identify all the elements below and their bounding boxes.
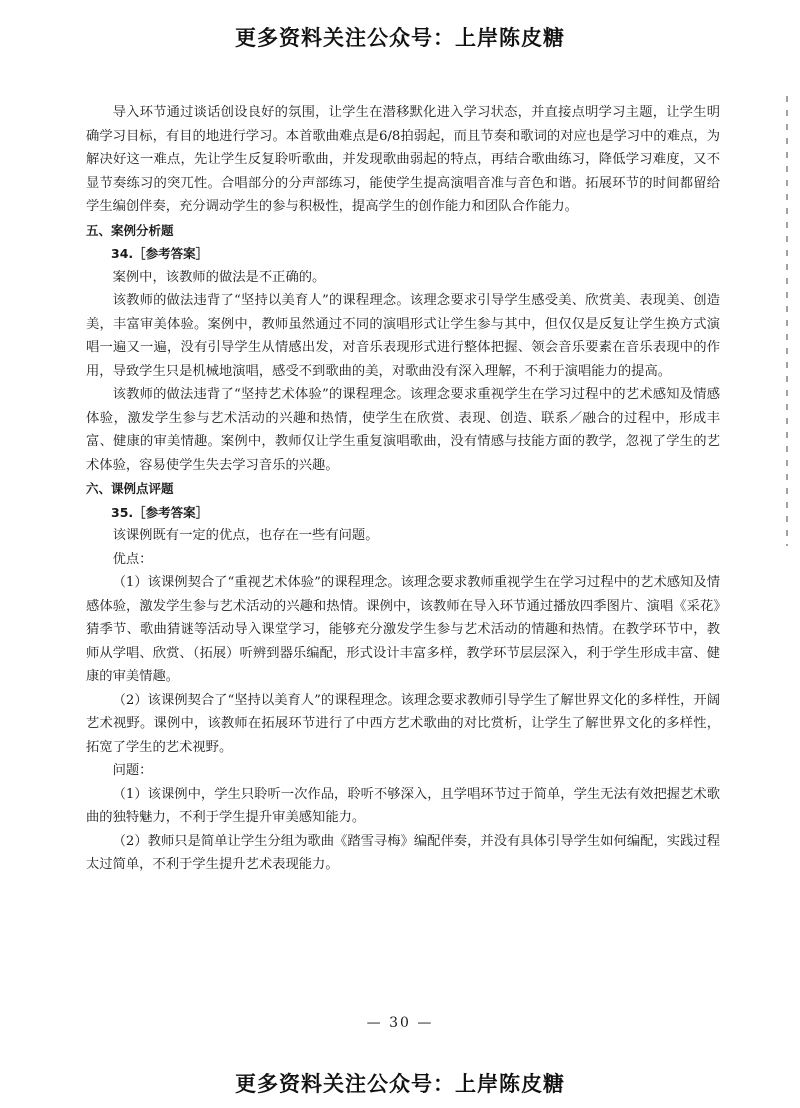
answer-34-line: 案例中，该教师的做法是不正确的。 [112, 269, 326, 285]
problems-label: 问题： [112, 763, 153, 778]
section-heading-case-analysis: 五、案例分析题 [86, 222, 174, 238]
answer-34-paragraph: 该教师的做法违背了“坚持以美育人”的课程理念。该理念要求引导学生感受美、欣赏美、表现美、创造美，丰富审美体验。案例中，教师虽然通过不同的演唱形式让学生参与其中，但仅仅是反复让学生换方式演唱一遍又一遍，没有引导学生从情感出发，对音乐表现形式进行整体把握、领会音乐要素在音乐表现中的作用，导致学生只是机械地演唱，感受不到歌曲的美，对歌曲没有深入理解，不利于演唱能力的提高。 [86, 293, 720, 379]
page-number: — 30 — [366, 1015, 434, 1031]
problem-item: （1）该课例中，学生只聆听一次作品，聆听不够深入，且学唱环节过于简单，学生无法有效把握艺术歌曲的独特魅力，不利于学生提升审美感知能力。 [86, 786, 720, 825]
strength-item: （1）该课例契合了“重视艺术体验”的课程理念。该理念要求教师重视学生在学习过程中的艺术感知及情感体验，激发学生参与艺术活动的兴趣和热情。课例中，该教师在导入环节通过播放四季图片、演唱《采花》猜季节、歌曲猜谜等活动导入课堂学习，能够充分激发学生参与艺术活动的情趣和热情。在教学环节中，教师从学唱、欣赏、（拓展）听辨到器乐编配，形式设计丰富多样，教学环节层层深入，利于学生形成丰富、健康的审美情趣。 [86, 575, 720, 684]
intro-paragraph: 导入环节通过谈话创设良好的氛围，让学生在潜移默化进入学习状态，并直接点明学习主题，让学生明确学习目标，有目的地进行学习。本首歌曲难点是6/8拍弱起，而且节奏和歌词的对应也是学习中的难点，为解决好这一难点，先让学生反复聆听歌曲，并发现歌曲弱起的特点，再结合歌曲练习，降低学习难度，又不显节奏练习的突兀性。合唱部分的分声部练习，能使学生提高演唱音准与音色和谐。拓展环节的时间都留给学生编创伴奏，充分调动学生的参与积极性，提高学生的创作能力和团队合作能力。 [86, 105, 720, 214]
scan-edge-mark [786, 96, 788, 546]
question-35-label: 35.［参考答案］ [111, 504, 209, 520]
section-heading-lesson-review: 六、课例点评题 [86, 481, 174, 496]
strength-item: （2）该课例契合了“坚持以美育人”的课程理念。该理念要求教师引导学生了解世界文化的多样性，开阔艺术视野。课例中，该教师在拓展环节进行了中西方艺术歌曲的对比赏析，让学生了解世界文化的多样性，拓宽了学生的艺术视野。 [86, 692, 720, 755]
problem-item: （2）教师只是简单让学生分组为歌曲《踏雪寻梅》编配伴奏，并没有具体引导学生如何编配，实践过程太过简单，不利于学生提升艺术表现能力。 [86, 833, 720, 872]
header-banner: 更多资料关注公众号：上岸陈皮糖 [235, 26, 565, 50]
strengths-label: 优点： [112, 551, 153, 567]
document-body [86, 101, 720, 877]
answer-34-paragraph: 该教师的做法违背了“坚持艺术体验”的课程理念。该理念要求重视学生在学习过程中的艺术感知及情感体验，激发学生参与艺术活动的兴趣和热情，使学生在欣赏、表现、创造、联系／融合的过程中，形成丰富、健康的审美情趣。案例中，教师仅让学生重复演唱歌曲，没有情感与技能方面的教学，忽视了学生的艺术体验，容易使学生失去学习音乐的兴趣。 [86, 387, 720, 473]
footer-banner: 更多资料关注公众号：上岸陈皮糖 [235, 1072, 565, 1096]
question-34-label: 34.［参考答案］ [111, 246, 209, 261]
answer-35-summary: 该课例既有一定的优点，也存在一些有问题。 [112, 528, 379, 543]
